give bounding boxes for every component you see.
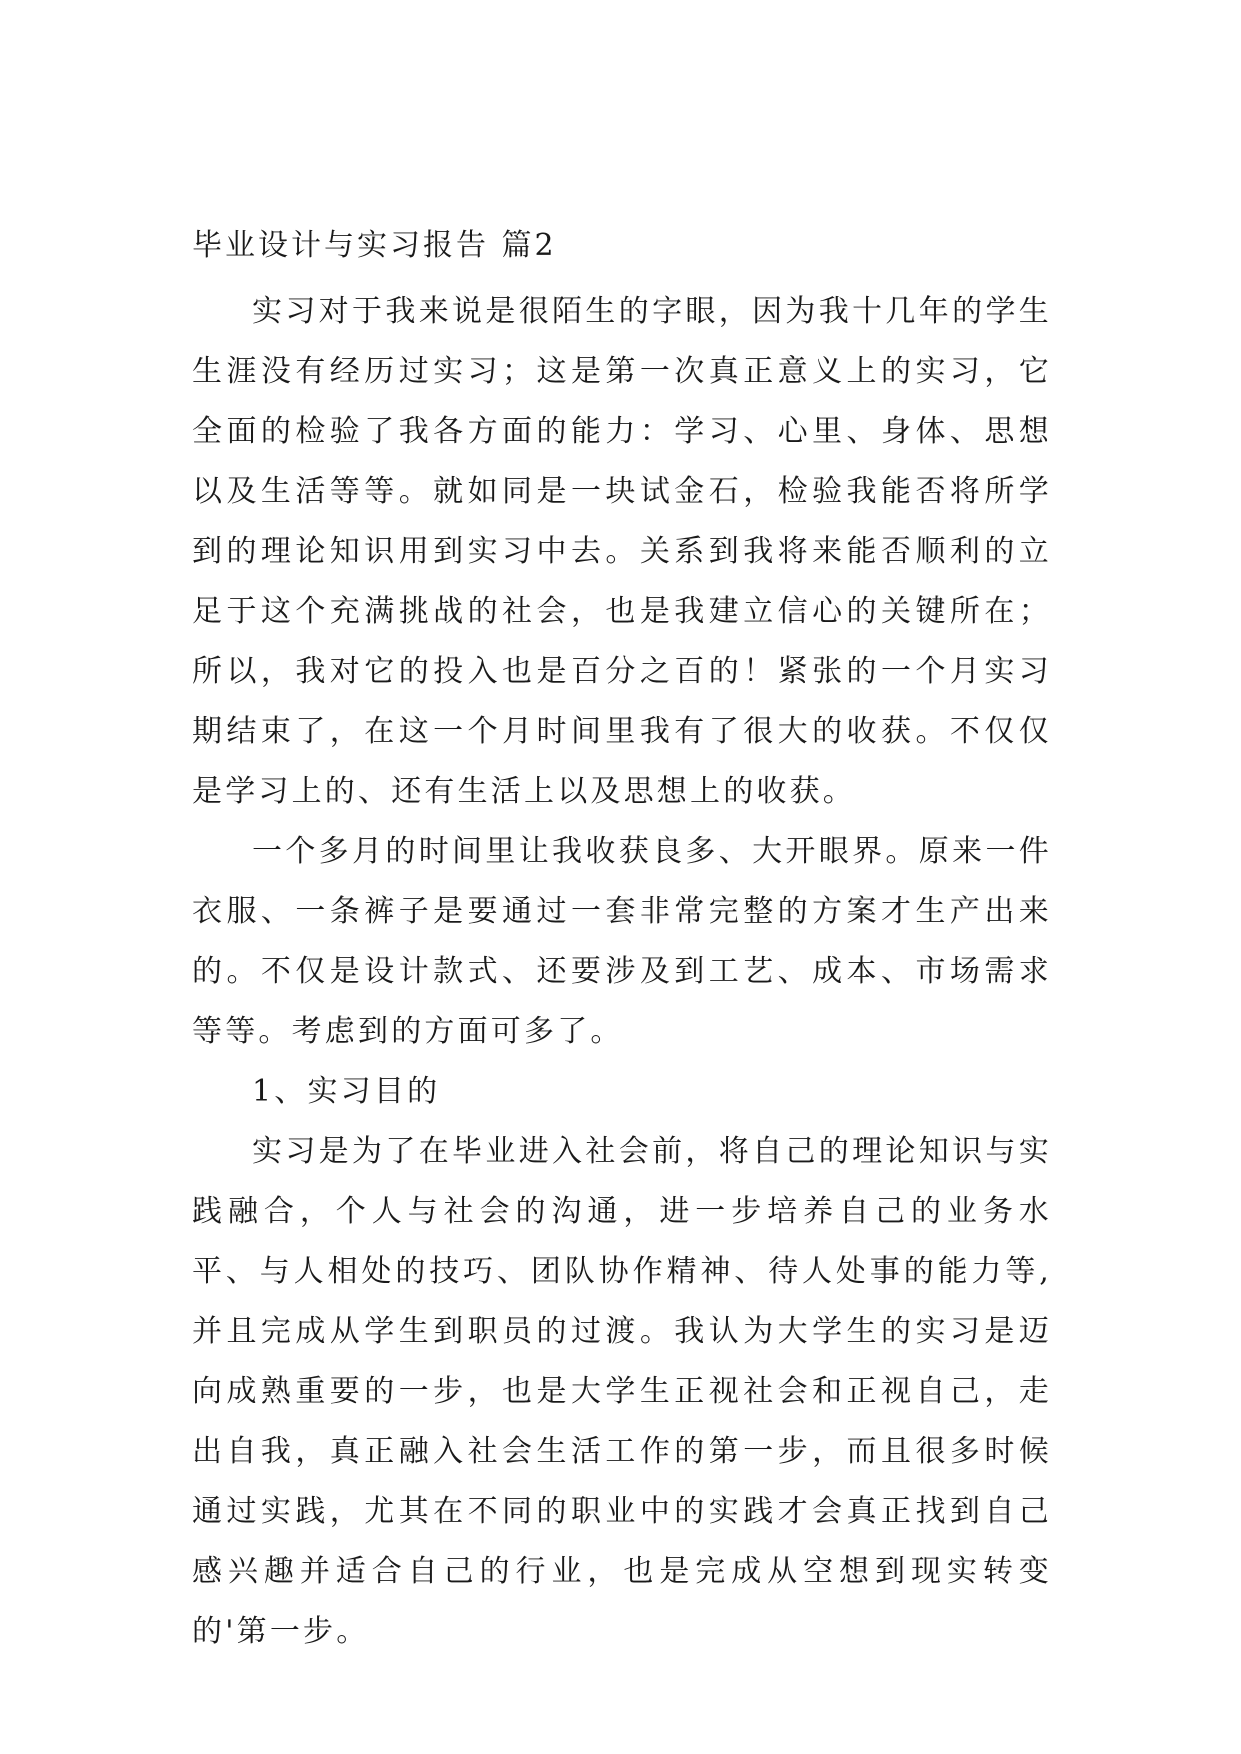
paragraph-harvest: 一个多月的时间里让我收获良多、大开眼界。原来一件衣服、一条裤子是要通过一套非常完整的方案才生产出来的。不仅是设计款式、还要涉及到工艺、成本、市场需求等等。考虑到的方面可多了。	[192, 834, 1052, 1049]
paragraph-internship-intro: 实习对于我来说是很陌生的字眼，因为我十几年的学生生涯没有经历过实习；这是第一次真正意义上的实习，它全面的检验了我各方面的能力：学习、心里、身体、思想以及生活等等。就如同是一块试金石，检验我能否将所学到的理论知识用到实习中去。关系到我将来能否顺利的立足于这个充满挑战的社会，也是我建立信心的关键所在；所以，我对它的投入也是百分之百的！紧张的一个月实习期结束了，在这一个月时间里我有了很大的收获。不仅仅是学习上的、还有生活上以及思想上的收获。	[192, 294, 1052, 809]
document-title: 毕业设计与实习报告 篇2	[192, 228, 557, 263]
section-heading-internship-purpose: 1、实习目的	[252, 1074, 441, 1109]
paragraph-internship-purpose: 实习是为了在毕业进入社会前，将自己的理论知识与实践融合，个人与社会的沟通，进一步培养自己的业务水平、与人相处的技巧、团队协作精神、待人处事的能力等,并且完成从学生到职员的过渡。我认为大学生的实习是迈向成熟重要的一步，也是大学生正视社会和正视自己，走出自我，真正融入社会生活工作的第一步，而且很多时候通过实践，尤其在不同的职业中的实践才会真正找到自己感兴趣并适合自己的行业，也是完成从空想到现实转变的'第一步。	[192, 1134, 1052, 1649]
document-page	[192, 222, 1052, 1662]
